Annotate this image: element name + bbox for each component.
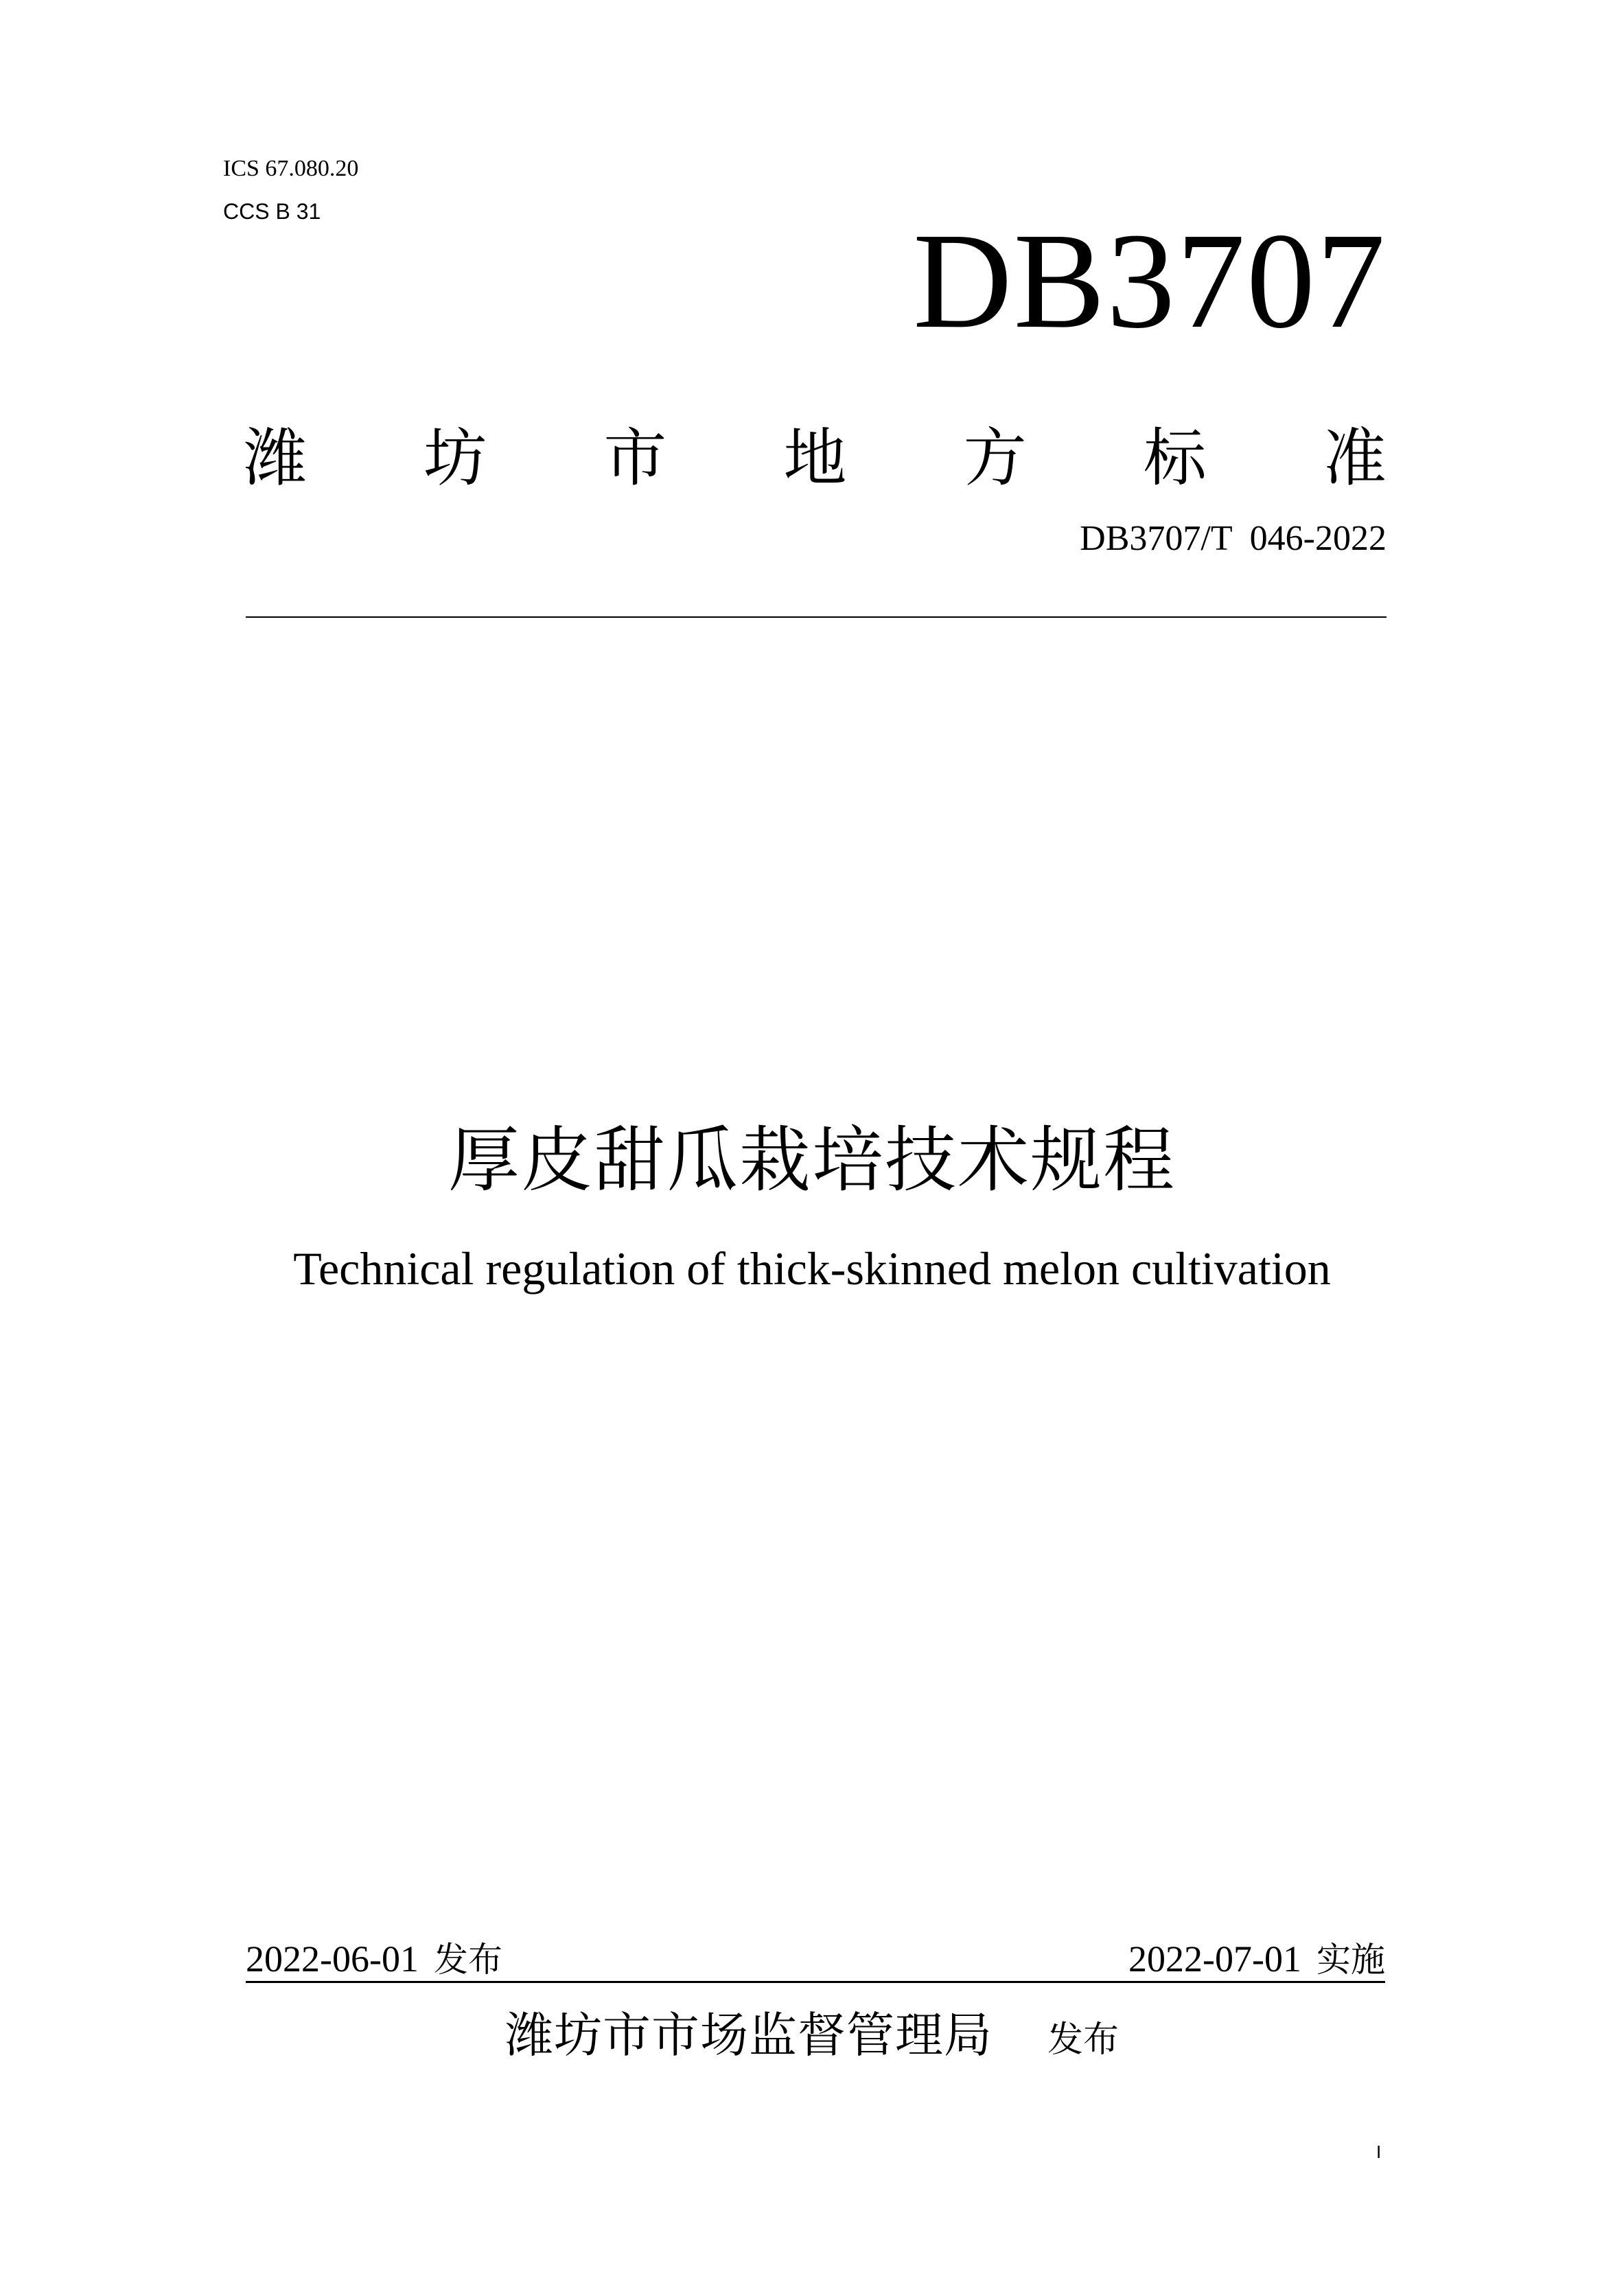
standard-code-heading: DB3707 [913,205,1387,357]
release-date-group [246,1938,502,1981]
standard-type-char: 标 [1143,421,1207,495]
implement-date: 2022-07-01 [1128,1938,1301,1980]
standard-type-heading [244,408,1387,498]
standard-type-char: 方 [963,421,1027,495]
document-title-english: Technical regulation of thick-skinned melon cultivation [293,1242,1331,1295]
standard-type-char: 地 [783,421,847,495]
header-divider [246,616,1387,618]
ics-code: ICS 67.080.20 [223,156,359,181]
ccs-code: CCS B 31 [223,199,321,224]
page-number: I [1376,2142,1382,2162]
standard-type-char: 市 [603,421,667,495]
standard-type-char: 准 [1323,421,1387,495]
implement-label: 实施 [1316,1940,1385,1980]
publisher-label: 发布 [1047,2019,1119,2061]
standard-type-char: 坊 [424,421,487,495]
standard-type-char: 潍 [244,421,308,495]
implement-date-group [1128,1938,1385,1981]
release-label: 发布 [433,1940,502,1980]
dates-row [246,1936,1385,1983]
publisher-line [0,2004,1624,2066]
document-title-chinese: 厚皮甜瓜栽培技术规程 [448,1118,1176,1202]
publisher-name: 潍坊市市场监督管理局 [504,2007,993,2063]
release-date: 2022-06-01 [246,1938,419,1980]
standard-number: DB3707/T 046-2022 [1080,519,1387,558]
